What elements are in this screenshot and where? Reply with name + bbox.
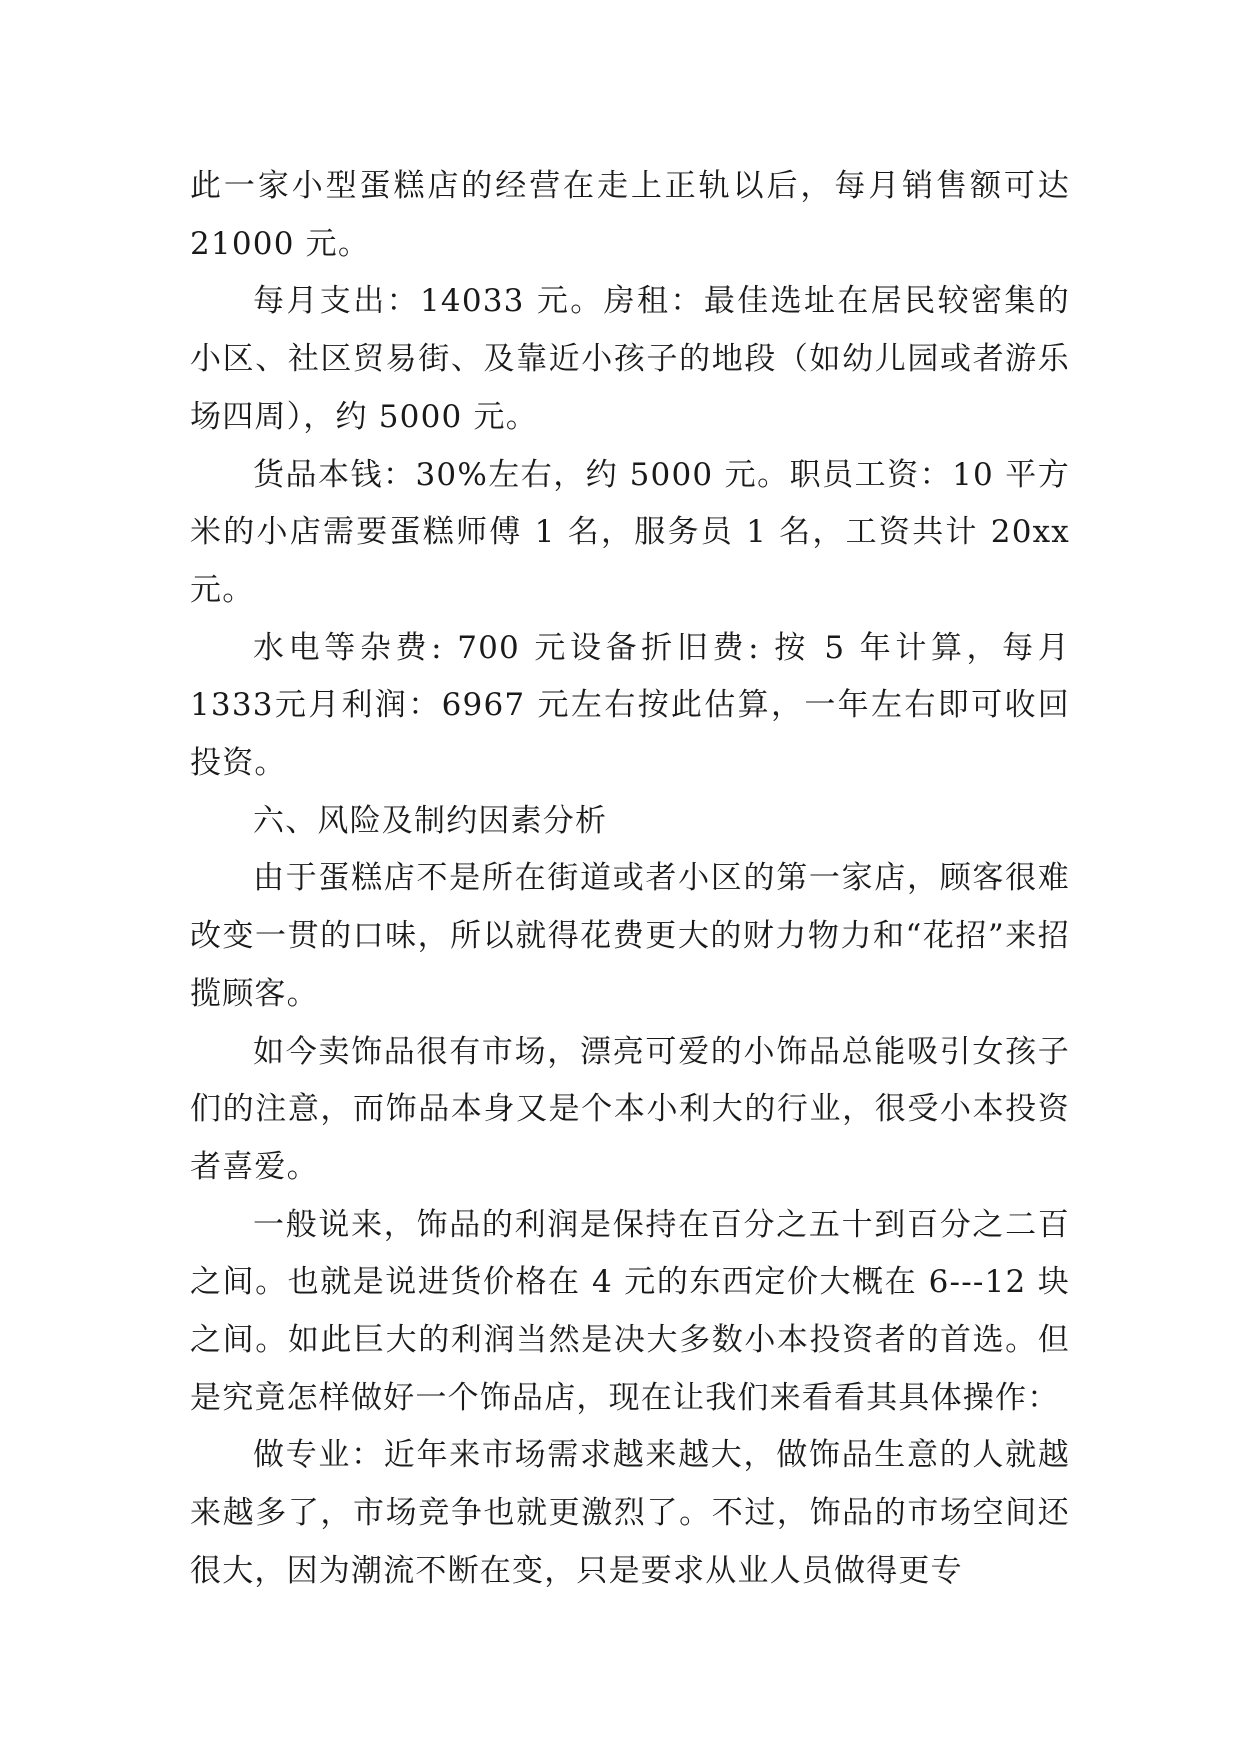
section-heading: 六、风险及制约因素分析 <box>253 802 608 839</box>
body-text <box>190 158 1070 1601</box>
paragraph-8: 做专业：近年来市场需求越来越大，做饰品生意的人就越来越多了，市场竞争也就更激烈了。不过，饰品的市场空间还很大，因为潮流不断在变，只是要求从业人员做得更专 <box>190 1437 1070 1589</box>
paragraph-1: 此一家小型蛋糕店的经营在走上正轨以后，每月销售额可达21000 元。 <box>190 168 1070 262</box>
paragraph-4: 水电等杂费: 700 元设备折旧费: 按 5 年计算，每月 1333元月利润：6967 元左右按此估算，一年左右即可收回投资。 <box>190 629 1070 782</box>
paragraph-5: 由于蛋糕店不是所在街道或者小区的第一家店，顾客很难改变一贯的口味，所以就得花费更大的财力物力和“花招”来招揽顾客。 <box>190 860 1070 1012</box>
paragraph-6: 如今卖饰品很有市场，漂亮可爱的小饰品总能吸引女孩子们的注意，而饰品本身又是个本小利大的行业，很受小本投资者喜爱。 <box>190 1033 1070 1185</box>
paragraph-3: 货品本钱：30%左右，约 5000 元。职员工资：10 平方米的小店需要蛋糕师傅 1 名，服务员 1 名，工资共计 20xx 元。 <box>190 456 1070 608</box>
paragraph-2: 每月支出：14033 元。房租：最佳选址在居民较密集的小区、社区贸易街、及靠近小孩子的地段（如幼儿园或者游乐场四周），约 5000 元。 <box>190 283 1070 435</box>
paragraph-7: 一般说来，饰品的利润是保持在百分之五十到百分之二百之间。也就是说进货价格在 4 元的东西定价大概在 6---12 块之间。如此巨大的利润当然是决大多数小本投资者的首选。但是究竟怎样做好一个饰品店，现在让我们来看看其具体操作： <box>190 1206 1070 1416</box>
